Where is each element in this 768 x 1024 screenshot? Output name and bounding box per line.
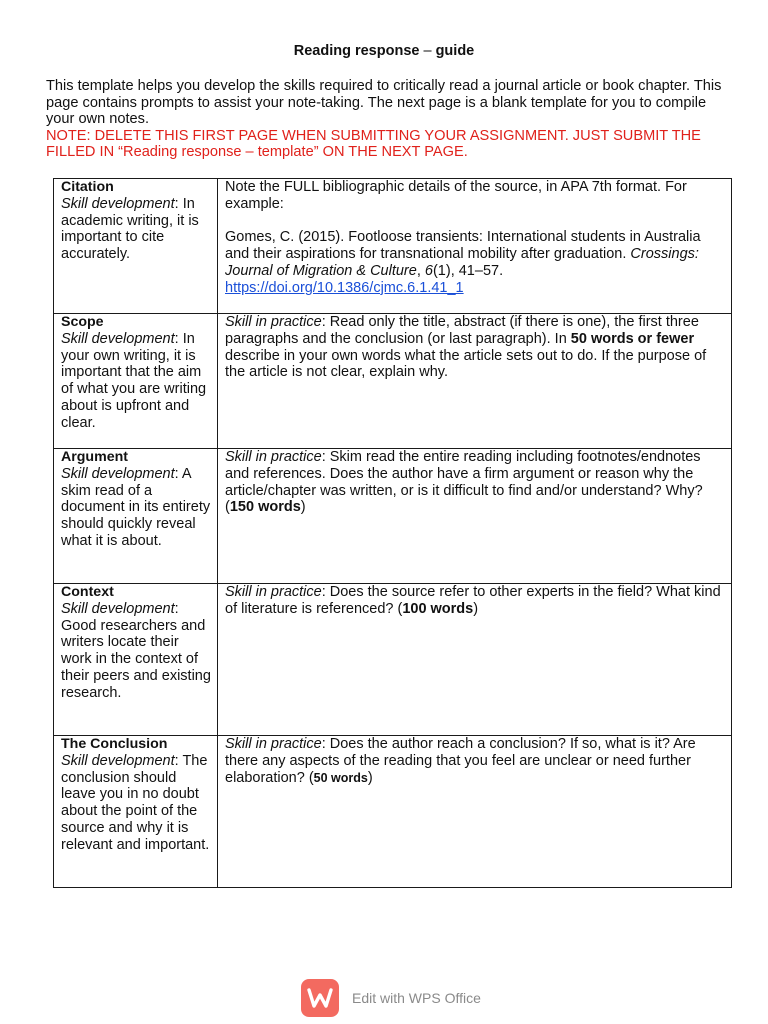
table-row-context bbox=[54, 584, 732, 736]
context-title: Context bbox=[61, 584, 114, 600]
argument-prompt-cell bbox=[218, 449, 732, 584]
context-text-a: : Does the source refer to other experts in the field? What kind of literature is referenced? ( bbox=[225, 584, 721, 617]
citation-ref-journal: Crossings: Journal of Migration & Culture bbox=[225, 246, 699, 279]
conclusion-text-a: : Does the author reach a conclusion? If so, what is it? Are there any aspects of the reading that you feel are unclear or need further elaboration? ( bbox=[225, 736, 696, 786]
citation-intro: Note the FULL bibliographic details of the source, in APA 7th format. For example: bbox=[225, 179, 687, 212]
context-skill-text: : Good researchers and writers locate their work in the context of their peers and existing research. bbox=[61, 600, 211, 701]
intro-body: This template helps you develop the skills required to critically read a journal article or book chapter. This page contains prompts to assist your note-taking. The next page is a blank template for you to compile your own notes. bbox=[46, 78, 722, 128]
scope-skill-text: : In your own writing, it is important that the aim of what you are writing about is upfront and clear. bbox=[61, 330, 207, 431]
wps-logo-icon bbox=[301, 979, 339, 1017]
context-skill-label: Skill development bbox=[61, 600, 175, 617]
citation-ref-volume: 6 bbox=[424, 262, 433, 279]
argument-label-cell bbox=[54, 449, 218, 584]
citation-ref-pages: (1), 41–57. bbox=[432, 262, 504, 279]
citation-ref-sep: , bbox=[416, 262, 425, 279]
citation-ref-authors: Gomes, C. (2015). Footloose transients: International students in Australia and their aspirations for transnational mobility after graduation. bbox=[225, 229, 701, 263]
context-word-limit: 100 words bbox=[402, 600, 474, 617]
conclusion-practice-label: Skill in practice bbox=[225, 736, 322, 752]
title-suffix: guide bbox=[435, 43, 475, 59]
table-row-scope bbox=[54, 314, 732, 449]
table-row-citation bbox=[54, 179, 732, 314]
scope-text-b: describe in your own words what the article sets out to do. If the purpose of the article is not clear, explain why. bbox=[225, 347, 707, 381]
context-practice-label: Skill in practice bbox=[225, 584, 322, 600]
argument-text-b: ) bbox=[300, 499, 306, 516]
citation-prompt-cell bbox=[218, 179, 732, 314]
conclusion-title: The Conclusion bbox=[61, 736, 168, 752]
scope-prompt-cell bbox=[218, 314, 732, 449]
context-prompt-cell bbox=[218, 584, 732, 736]
scope-practice-label: Skill in practice bbox=[225, 314, 322, 330]
conclusion-label-cell bbox=[54, 736, 218, 888]
argument-text-a: : Skim read the entire reading including footnotes/endnotes and references. Does the author have a firm argument or reason why the article/chapter was written, or is it difficult to find and/or understand? Why? ( bbox=[225, 449, 703, 516]
conclusion-skill-label: Skill development bbox=[61, 752, 175, 769]
intro-paragraph bbox=[46, 78, 736, 161]
scope-word-limit: 50 words or fewer bbox=[570, 330, 695, 347]
context-label-cell bbox=[54, 584, 218, 736]
page-title bbox=[0, 43, 768, 59]
citation-skill-text: : In academic writing, it is important to cite accurately. bbox=[61, 195, 199, 263]
title-dash: – bbox=[419, 43, 436, 59]
conclusion-prompt-cell bbox=[218, 736, 732, 888]
argument-title: Argument bbox=[61, 449, 128, 465]
context-text-b: ) bbox=[473, 600, 479, 617]
wps-edit-label[interactable]: Edit with WPS Office bbox=[352, 990, 481, 1006]
citation-skill-label: Skill development bbox=[61, 195, 175, 212]
guide-table bbox=[53, 178, 732, 888]
table-row-conclusion bbox=[54, 736, 732, 888]
argument-word-limit: 150 words bbox=[229, 499, 301, 516]
scope-label-cell bbox=[54, 314, 218, 449]
table-row-argument bbox=[54, 449, 732, 584]
citation-doi-link[interactable]: https://doi.org/10.1386/cjmc.6.1.41_1 bbox=[225, 279, 464, 296]
title-main: Reading response bbox=[293, 43, 420, 59]
conclusion-skill-text: : The conclusion should leave you in no doubt about the point of the source and why it is relevant and important. bbox=[61, 752, 210, 853]
citation-title: Citation bbox=[61, 179, 114, 195]
intro-note: NOTE: DELETE THIS FIRST PAGE WHEN SUBMITTING YOUR ASSIGNMENT. JUST SUBMIT THE FILLED IN “Reading response – template” ON THE NEXT PAGE. bbox=[46, 127, 701, 161]
scope-skill-label: Skill development bbox=[61, 330, 175, 347]
argument-skill-label: Skill development bbox=[61, 465, 175, 482]
argument-skill-text: : A skim read of a document in its entirety should quickly reveal what it is about. bbox=[61, 465, 211, 549]
wps-edit-banner[interactable] bbox=[301, 978, 481, 1018]
conclusion-word-limit: 50 words bbox=[313, 770, 368, 785]
argument-practice-label: Skill in practice bbox=[225, 449, 322, 465]
conclusion-text-b: ) bbox=[367, 769, 373, 786]
scope-title: Scope bbox=[61, 314, 104, 330]
scope-text-a: : Read only the title, abstract (if there is one), the first three paragraphs and the conclusion (or last paragraph). In bbox=[225, 314, 699, 347]
citation-label-cell bbox=[54, 179, 218, 314]
